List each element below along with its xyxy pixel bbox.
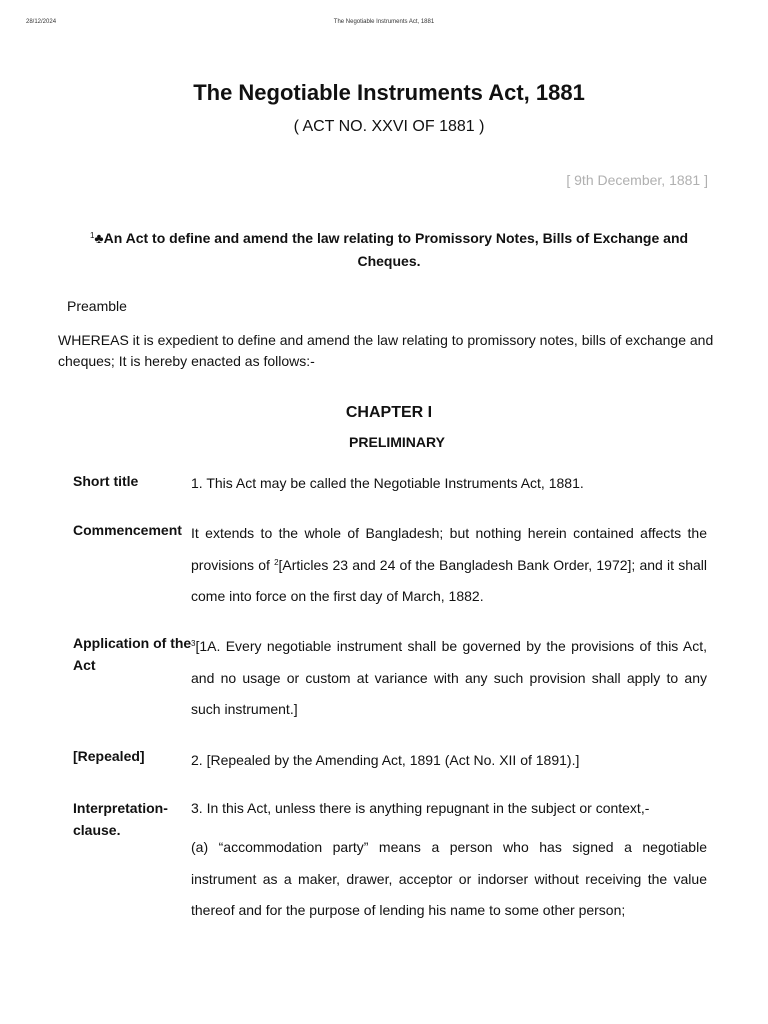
commencement-text-b: [Articles 23 and 24 of the Bangladesh Bank Order, 1972]; and it shall come into force on the first day of March, 1882.: [191, 556, 707, 604]
side-note-application: Application of the Act: [73, 635, 192, 673]
chapter-title: PRELIMINARY: [349, 434, 445, 450]
act-number: ( ACT NO. XXVI OF 1881 ): [293, 118, 485, 135]
footnote-marker: 2: [274, 557, 279, 567]
print-header-title: The Negotiable Instruments Act, 1881: [333, 19, 435, 25]
long-title: [60, 224, 718, 273]
chapter-heading: CHAPTER I: [345, 404, 433, 421]
footnote-marker: 3: [191, 639, 196, 648]
preamble-text: WHEREAS it is expedient to define and amend the law relating to promissory notes, bills of exchange and cheques; It is hereby enacted as follows:-: [58, 332, 714, 369]
side-note-commencement: Commencement: [73, 522, 182, 538]
section-1a-body: [1A. Every negotiable instrument shall be governed by the provisions of this Act, and no usage or custom at variance with any such provision shall apply to any such instrument.]: [191, 638, 707, 717]
clause-a-text: (a) “accommodation party” means a person who has signed a negotiable instrument as a maker, drawer, acceptor or indorser without receiving the value thereof and for the purpose of lending his name to some other person;: [191, 839, 707, 918]
side-note-interpretation: Interpretation-clause.: [73, 800, 168, 838]
enactment-date: [ 9th December, 1881 ]: [566, 172, 708, 188]
section-1-text: 1. This Act may be called the Negotiable Instruments Act, 1881.: [191, 475, 584, 491]
commencement-text-a: It extends to the whole of Bangladesh; but nothing herein contained affects the provisions of: [191, 525, 707, 573]
print-date: 28/12/2024: [26, 19, 57, 25]
document-title: The Negotiable Instruments Act, 1881: [193, 80, 585, 105]
section-1a-text: [191, 631, 707, 726]
section-commencement-text: [191, 518, 707, 613]
side-note-short-title: Short title: [73, 473, 139, 489]
section-3-text: 3. In this Act, unless there is anything repugnant in the subject or context,-: [191, 800, 650, 816]
preamble-label: Preamble: [67, 298, 127, 314]
section-2-text: 2. [Repealed by the Amending Act, 1891 (Act No. XII of 1891).]: [191, 752, 580, 768]
footnote-marker: 1: [89, 231, 95, 240]
long-title-text: ♣An Act to define and amend the law relating to Promissory Notes, Bills of Exchange and Cheques.: [94, 230, 689, 269]
side-note-repealed: [Repealed]: [73, 748, 145, 764]
